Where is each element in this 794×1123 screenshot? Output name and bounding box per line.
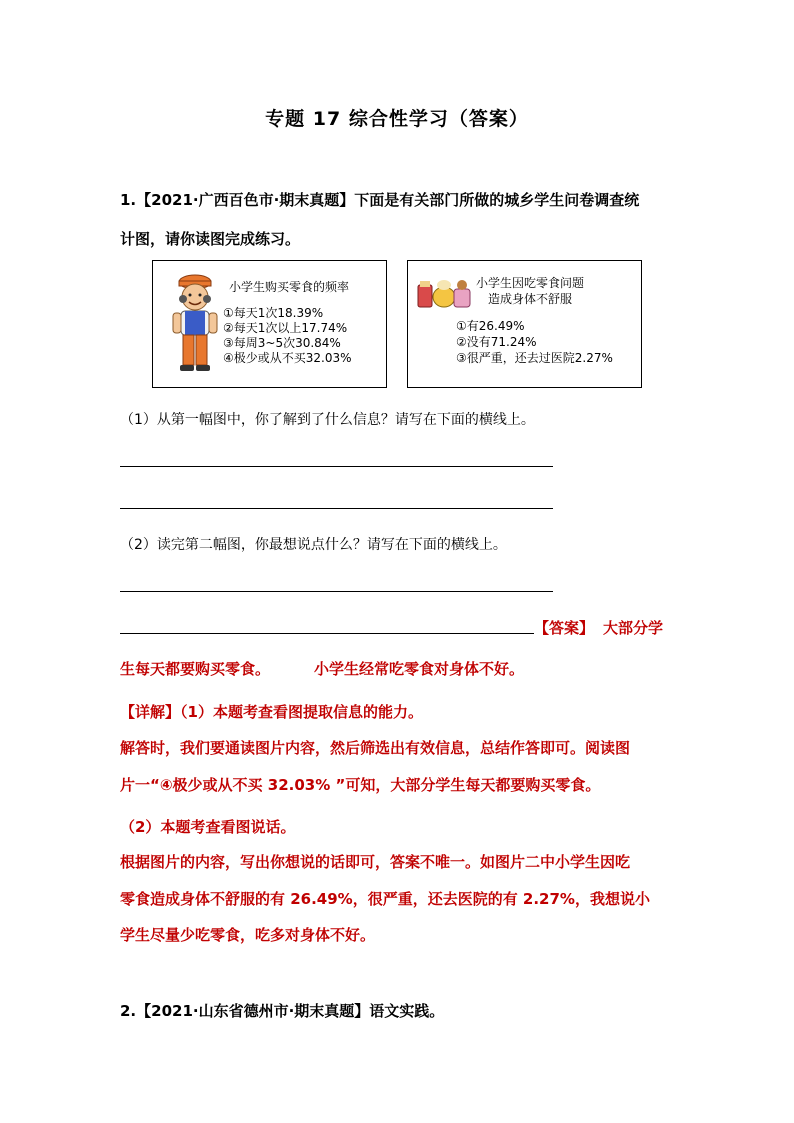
figure-1-item: ④极少或从不买32.03% xyxy=(223,351,352,365)
figure-1-heading: 小学生购买零食的频率 xyxy=(229,280,350,294)
figure-2-item: ①有26.49% xyxy=(456,319,525,333)
sub-question-1: （1）从第一幅图中，你了解到了什么信息？请写在下面的横线上。 xyxy=(120,412,535,428)
figure-2-heading-cont: 造成身体不舒服 xyxy=(488,292,573,306)
figure-1-item: ②每天1次以上17.74% xyxy=(223,321,348,335)
figure-snack-discomfort xyxy=(407,260,642,388)
question-1-stem-cont: 计图，请你读图完成练习。 xyxy=(120,230,301,248)
detail-text: （1）本题考查看图提取信息的能力。 xyxy=(180,703,423,721)
answer-blank-line xyxy=(120,466,553,467)
detail-text: 根据图片的内容，写出你想说的话即可，答案不唯一。如图片二中小学生因吃 xyxy=(120,853,631,871)
detail-section xyxy=(120,701,423,723)
answer-blank-line xyxy=(120,633,534,634)
detail-text: 片一“④极少或从不买 32.03% ”可知，大部分学生每天都要购买零食。 xyxy=(120,776,601,794)
detail-label: 【详解】 xyxy=(120,703,181,721)
student-cartoon-icon xyxy=(167,273,223,377)
figure-2-heading: 小学生因吃零食问题 xyxy=(476,276,585,290)
answer-text: 生每天都要购买零食。 xyxy=(120,660,271,678)
detail-text: （2）本题考查看图说话。 xyxy=(120,818,296,836)
detail-text: 解答时，我们要通读图片内容，然后筛选出有效信息，总结作答即可。阅读图 xyxy=(120,739,631,757)
sub-question-2: （2）读完第二幅图，你最想说点什么？请写在下面的横线上。 xyxy=(120,537,507,553)
page-title: 专题 17 综合性学习（答案） xyxy=(265,108,529,130)
figure-2-item: ②没有71.24% xyxy=(456,335,537,349)
figure-2-item: ③很严重，还去过医院2.27% xyxy=(456,351,613,365)
answer-text: 小学生经常吃零食对身体不好。 xyxy=(314,660,525,678)
figure-1-item: ①每天1次18.39% xyxy=(223,306,324,320)
detail-text: 零食造成身体不舒服的有 26.49%，很严重，还去医院的有 2.27%，我想说小 xyxy=(120,890,650,908)
detail-text: 学生尽量少吃零食，吃多对身体不好。 xyxy=(120,926,376,944)
figure-1-item: ③每周3~5次30.84% xyxy=(223,336,341,350)
question-2-stem: 2.【2021·山东省德州市·期末真题】语文实践。 xyxy=(120,1002,445,1020)
snacks-icon xyxy=(416,275,474,311)
figure-snack-frequency xyxy=(152,260,387,388)
answer-blank-line xyxy=(120,508,553,509)
answer-label: 【答案】 xyxy=(534,619,595,637)
question-1-stem: 1.【2021·广西百色市·期末真题】下面是有关部门所做的城乡学生问卷调查统 xyxy=(120,191,640,209)
answer-blank-line xyxy=(120,591,553,592)
answer-text: 大部分学 xyxy=(603,619,664,637)
